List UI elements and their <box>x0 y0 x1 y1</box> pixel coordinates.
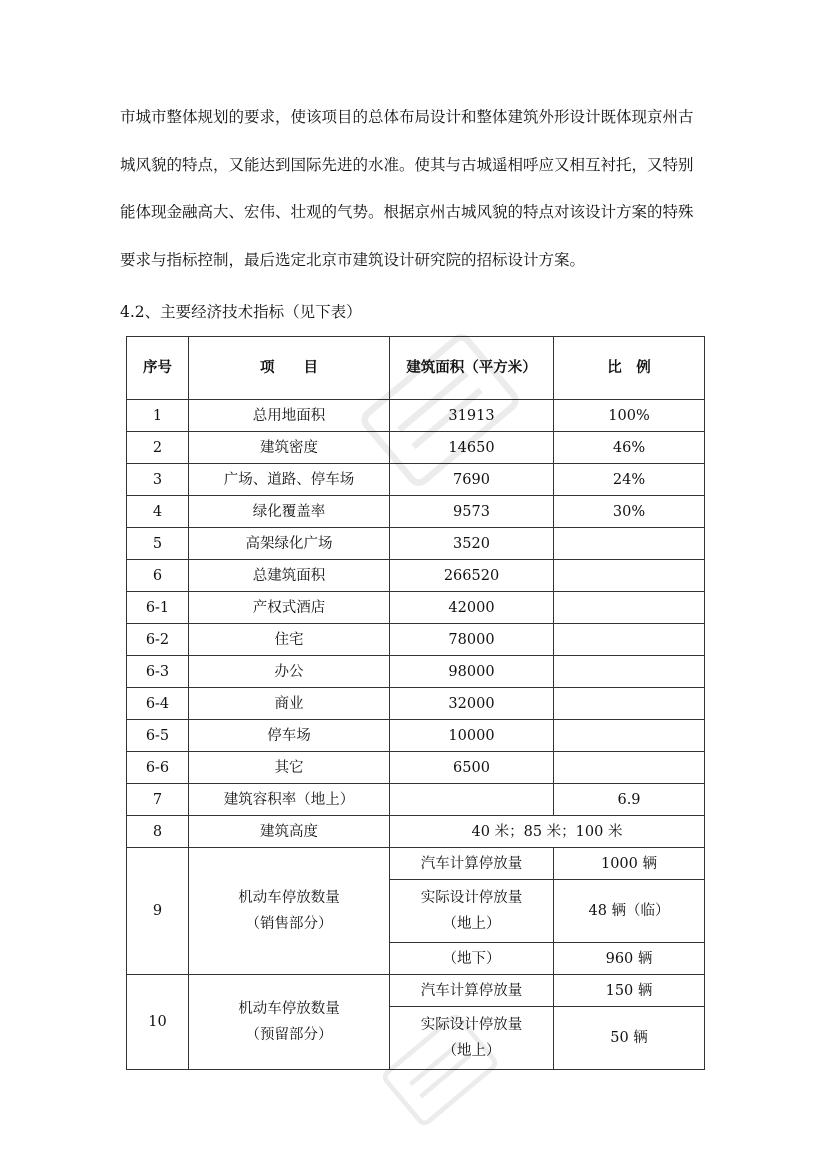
table-header-row <box>127 337 705 400</box>
cell-item: 建筑密度 <box>189 432 390 464</box>
cell-height-value: 40 米；85 米；100 米 <box>390 816 705 848</box>
cell-no: 1 <box>127 400 189 432</box>
sub-label: 汽车计算停放量 <box>390 975 554 1007</box>
sub-label <box>390 880 554 943</box>
cell-ratio <box>554 624 705 656</box>
cell-area: 14650 <box>390 432 554 464</box>
table-row <box>127 560 705 592</box>
header-index: 序号 <box>127 337 189 400</box>
cell-ratio <box>554 752 705 784</box>
cell-area: 78000 <box>390 624 554 656</box>
paragraph-line: 能体现金融高大、宏伟、壮观的气势。根据京州古城风貌的特点对该设计方案的特殊 <box>120 203 694 221</box>
cell-item: 绿化覆盖率 <box>189 496 390 528</box>
sub-label-line: 实际设计停放量 <box>420 1017 523 1033</box>
cell-item <box>189 848 390 975</box>
sub-label-line: （地上） <box>442 1043 501 1059</box>
cell-no: 6-2 <box>127 624 189 656</box>
cell-no: 9 <box>127 848 189 975</box>
header-ratio: 比 例 <box>554 337 705 400</box>
cell-item: 其它 <box>189 752 390 784</box>
cell-ratio <box>554 560 705 592</box>
cell-area: 3520 <box>390 528 554 560</box>
cell-no: 8 <box>127 816 189 848</box>
table-row <box>127 496 705 528</box>
cell-ratio <box>554 592 705 624</box>
table-row <box>127 432 705 464</box>
sub-label: 汽车计算停放量 <box>390 848 554 880</box>
cell-no: 2 <box>127 432 189 464</box>
paragraph-line: 城风貌的特点，又能达到国际先进的水准。使其与古城遥相呼应又相互衬托，又特别 <box>120 155 694 174</box>
item-line: 机动车停放数量 <box>238 890 340 906</box>
cell-area: 7690 <box>390 464 554 496</box>
sub-value: 150 辆 <box>554 975 705 1007</box>
table-row-8 <box>127 816 705 848</box>
cell-area: 10000 <box>390 720 554 752</box>
item-line: （销售部分） <box>245 916 333 932</box>
table-row <box>127 688 705 720</box>
cell-item: 产权式酒店 <box>189 592 390 624</box>
table-row <box>127 400 705 432</box>
cell-area: 266520 <box>390 560 554 592</box>
cell-item: 办公 <box>189 656 390 688</box>
sub-value: 50 辆 <box>554 1007 705 1070</box>
table-row-9 <box>127 848 705 880</box>
cell-no: 6-5 <box>127 720 189 752</box>
paragraph-line: 要求与指标控制，最后选定北京市建筑设计研究院的招标设计方案。 <box>120 250 586 269</box>
cell-no: 10 <box>127 975 189 1070</box>
section-title: 4.2、主要经济技术指标（见下表） <box>120 303 362 321</box>
cell-item <box>189 975 390 1070</box>
cell-item: 停车场 <box>189 720 390 752</box>
cell-area: 98000 <box>390 656 554 688</box>
cell-no: 6-6 <box>127 752 189 784</box>
cell-item: 建筑容积率（地上） <box>189 784 390 816</box>
table-row <box>127 656 705 688</box>
header-item: 项 目 <box>189 337 390 400</box>
cell-ratio <box>554 688 705 720</box>
cell-ratio: 46% <box>554 432 705 464</box>
cell-ratio <box>554 528 705 560</box>
indicator-table <box>126 336 705 1070</box>
cell-area: 42000 <box>390 592 554 624</box>
cell-item: 商业 <box>189 688 390 720</box>
cell-item: 住宅 <box>189 624 390 656</box>
table-row <box>127 624 705 656</box>
table-row <box>127 592 705 624</box>
cell-no: 4 <box>127 496 189 528</box>
item-line: （预留部分） <box>245 1027 333 1043</box>
cell-no: 6-1 <box>127 592 189 624</box>
table-row-7 <box>127 784 705 816</box>
sub-label: （地下） <box>390 943 554 975</box>
table-row <box>127 752 705 784</box>
cell-area: 32000 <box>390 688 554 720</box>
cell-ratio: 100% <box>554 400 705 432</box>
cell-ratio <box>554 720 705 752</box>
header-area: 建筑面积（平方米） <box>390 337 554 400</box>
sub-label-line: 实际设计停放量 <box>420 890 523 906</box>
cell-ratio: 30% <box>554 496 705 528</box>
cell-item: 建筑高度 <box>189 816 390 848</box>
cell-ratio: 6.9 <box>554 784 705 816</box>
sub-value: 960 辆 <box>554 943 705 975</box>
sub-label-line: （地上） <box>442 916 501 932</box>
paragraph-line: 市城市整体规划的要求，使该项目的总体布局设计和整体建筑外形设计既体现京州古 <box>120 108 694 126</box>
cell-ratio: 24% <box>554 464 705 496</box>
cell-item: 广场、道路、停车场 <box>189 464 390 496</box>
cell-no: 7 <box>127 784 189 816</box>
cell-area <box>390 784 554 816</box>
sub-value: 48 辆（临） <box>554 880 705 943</box>
cell-no: 6-3 <box>127 656 189 688</box>
item-line: 机动车停放数量 <box>238 1001 340 1017</box>
cell-item: 总用地面积 <box>189 400 390 432</box>
table-row <box>127 720 705 752</box>
table-row <box>127 464 705 496</box>
sub-label <box>390 1007 554 1070</box>
cell-ratio <box>554 656 705 688</box>
cell-no: 6 <box>127 560 189 592</box>
table-row-10 <box>127 975 705 1007</box>
cell-area: 6500 <box>390 752 554 784</box>
table-row <box>127 528 705 560</box>
cell-item: 总建筑面积 <box>189 560 390 592</box>
cell-area: 9573 <box>390 496 554 528</box>
body-paragraph <box>120 94 720 284</box>
cell-item: 高架绿化广场 <box>189 528 390 560</box>
cell-area: 31913 <box>390 400 554 432</box>
sub-value: 1000 辆 <box>554 848 705 880</box>
cell-no: 3 <box>127 464 189 496</box>
cell-no: 5 <box>127 528 189 560</box>
cell-no: 6-4 <box>127 688 189 720</box>
